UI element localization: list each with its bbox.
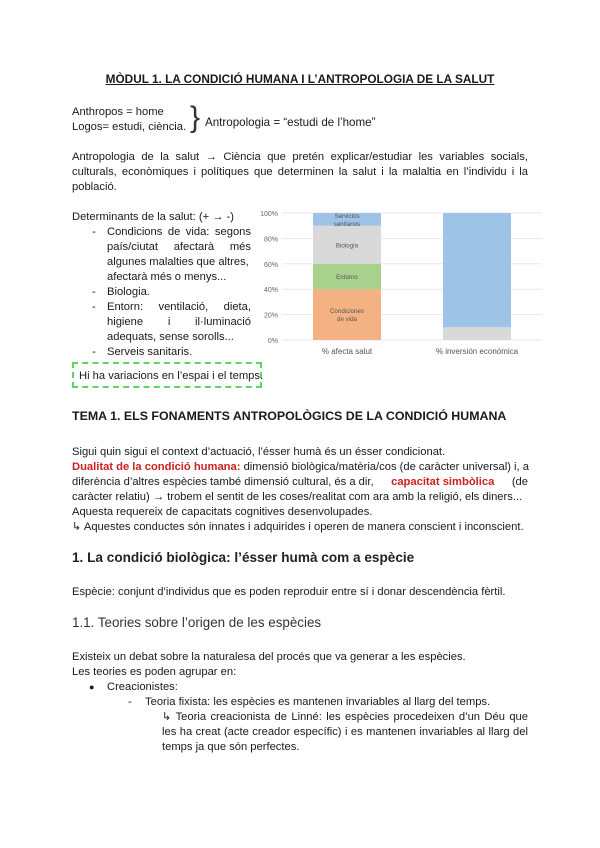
especie-definition: Espècie: conjunt d’individus que es poden reproduir entre sí i donar descendència fèrtil. <box>72 586 506 598</box>
dualitat-text: dimensió biològica/matèria/cos (de caràcter universal) i, a <box>240 461 529 473</box>
bullet-icon: ● <box>89 682 95 692</box>
linne-line-1: ↳ Teoria creacionista de Linné: les espècies procedeixen d’un Déu que <box>162 711 528 723</box>
y-tick-label: 80% <box>263 236 278 244</box>
y-tick-label: 20% <box>263 312 278 320</box>
section11-heading: 1.1. Teories sobre l’origen de les espècies <box>72 615 322 630</box>
definition-line-2: culturals, econòmiques i polítiques que determinen la salut i la malaltia en l’individu i la <box>72 166 528 178</box>
tema1-p2-line1 <box>72 460 529 475</box>
determinant-entorn-3: adequats, sense sorolls... <box>107 331 234 343</box>
segment-label: Biología <box>335 242 359 250</box>
section11-p2: Les teories es poden agrupar en: <box>72 666 237 678</box>
capacitat-simbolica: capacitat simbòlica <box>391 476 495 488</box>
dualitat-line2-start: diferència d’altres espècies també dimensió cultural, és a dir, <box>72 476 374 488</box>
determinant-serveis: Serveis sanitaris. <box>107 346 193 358</box>
segment-label: Condiciones <box>329 308 365 316</box>
segment-label: sanitarios <box>333 220 361 228</box>
linne-line-2: les ha creat (acte creador específic) i es mantenen invariables al llarg del <box>162 726 528 738</box>
etymology-anthropos: Anthropos = home <box>72 106 164 118</box>
y-tick-label: 40% <box>263 287 278 295</box>
determinant-condicions-1: Condicions de vida: segons <box>107 226 251 238</box>
determinants-heading: Determinants de la salut: (+ → -) <box>72 211 234 223</box>
list-dash: - <box>92 226 96 238</box>
list-dash: - <box>92 346 96 358</box>
bar-segment <box>443 327 511 340</box>
module-title: MÒDUL 1. LA CONDICIÓ HUMANA I L’ANTROPOLOGIA DE LA SALUT <box>105 72 495 86</box>
determinant-entorn-2: higiene i il·luminació <box>107 316 251 328</box>
y-tick-label: 0% <box>267 338 278 345</box>
segment-label: de vida <box>337 316 357 324</box>
section11-p1: Existeix un debat sobre la naturalesa del procés que va generar a les espècies. <box>72 651 466 663</box>
tema1-heading: TEMA 1. ELS FONAMENTS ANTROPOLÒGICS DE LA CONDICIÓ HUMANA <box>72 409 507 423</box>
list-dash: - <box>128 696 132 708</box>
segment-label: Entorno <box>336 274 358 281</box>
tema1-p2-line2 <box>72 475 528 490</box>
tema1-p2-line3: caràcter relatiu) → trobem el sentit de les coses/realitat com ara amb la religió, els diners... <box>72 491 523 503</box>
creacionistes-label: Creacionistes: <box>107 681 178 693</box>
list-dash: - <box>92 286 96 298</box>
etymology-result: Antropologia = “estudi de l’home” <box>205 116 376 129</box>
definition-line-1: Antropologia de la salut → Ciència que pretén explicar/estudiar les variables socials, <box>72 151 528 163</box>
definition-line-3: població. <box>72 181 117 193</box>
dualitat-label: Dualitat de la condició humana: <box>72 461 241 473</box>
determinant-condicions-2: país/ciutat afectarà més <box>107 241 251 253</box>
list-dash: - <box>92 301 96 313</box>
tema1-p4: ↳ Aquestes conductes són innates i adquirides i operen de manera conscient i inconscient. <box>72 521 524 533</box>
x-category-label: % afecta salut <box>321 347 373 356</box>
brace-symbol: } <box>190 101 201 134</box>
etymology-logos: Logos= estudi, ciència. <box>72 121 187 133</box>
determinant-entorn-1: Entorn: ventilació, dieta, <box>107 301 251 313</box>
section1-heading: 1. La condició biològica: l’ésser humà com a espècie <box>72 550 415 565</box>
y-tick-label: 100% <box>260 211 278 218</box>
note-text: Hi ha variacions en l’espai i el temps. <box>79 370 264 382</box>
segment-label: Servicios <box>334 212 360 220</box>
teoria-fixista: Teoria fixista: les espècies es mantenen invariables al llarg del temps. <box>145 696 491 708</box>
determinant-biologia: Biologia. <box>107 286 150 298</box>
y-tick-label: 60% <box>263 261 278 269</box>
dualitat-line2-end: (de <box>511 476 528 488</box>
tema1-p1: Sigui quin sigui el context d’actuació, l’ésser humà és un ésser condicionat. <box>72 446 446 458</box>
determinant-condicions-3: algunes malalties que altres, <box>107 256 249 268</box>
determinant-condicions-4: afectarà més o menys... <box>107 271 227 283</box>
linne-line-3: temps ja que són perfectes. <box>162 741 300 753</box>
bar-segment <box>443 213 511 327</box>
determinants-chart <box>252 203 552 363</box>
x-category-label: % inversión económica <box>435 347 519 356</box>
tema1-p3: Aquesta requereix de capacitats cognitives desenvolupades. <box>72 506 373 518</box>
